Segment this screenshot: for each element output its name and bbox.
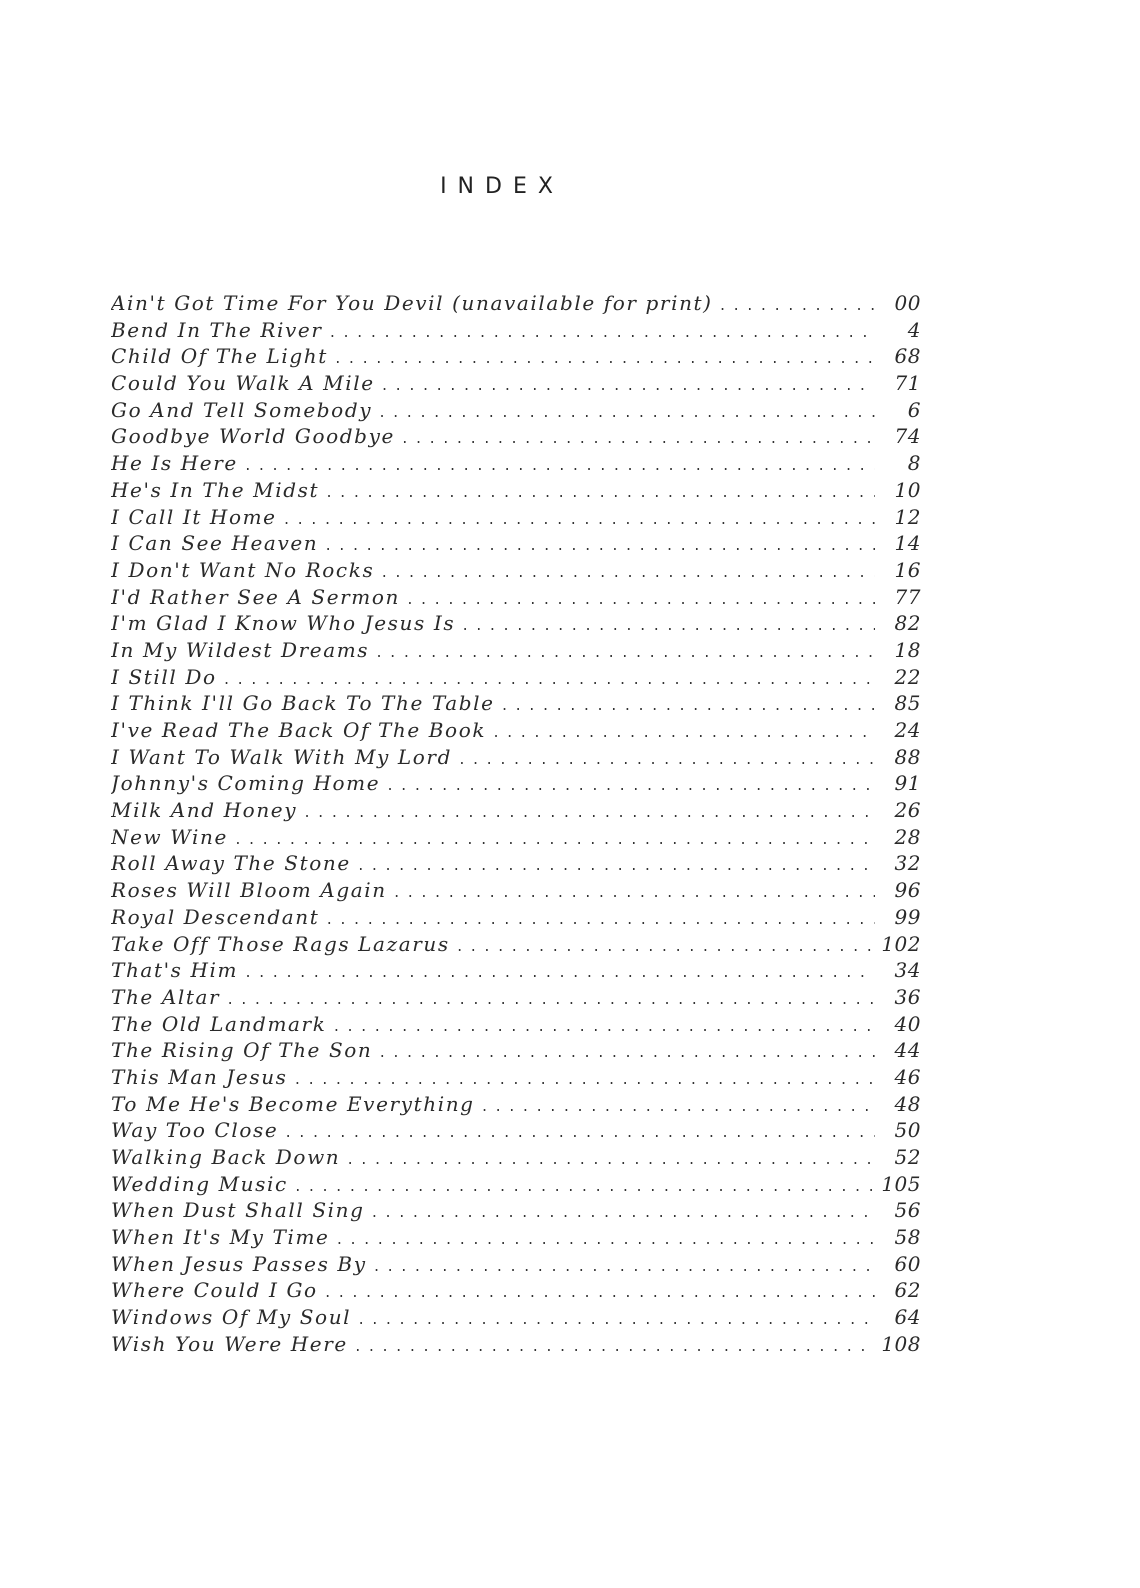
dot-leader xyxy=(461,614,875,637)
entry-title: He Is Here xyxy=(111,451,238,476)
index-entry xyxy=(111,1037,921,1064)
entry-title: Way Too Close xyxy=(111,1118,279,1143)
entry-page-number: 16 xyxy=(894,557,921,582)
index-entry xyxy=(111,450,921,477)
entry-page-number: 48 xyxy=(894,1091,921,1116)
dot-leader xyxy=(357,1308,875,1331)
entry-title: Wish You Were Here xyxy=(111,1331,348,1356)
index-list xyxy=(111,290,921,1358)
entry-title: I Think I'll Go Back To The Table xyxy=(111,691,495,716)
dot-leader xyxy=(406,588,875,611)
dot-leader xyxy=(334,347,875,370)
dot-leader xyxy=(346,1148,875,1171)
dot-leader xyxy=(303,801,875,824)
dot-leader xyxy=(719,294,875,317)
index-entry xyxy=(111,850,921,877)
entry-title: Where Could I Go xyxy=(111,1278,318,1303)
entry-page-number: 32 xyxy=(894,851,921,876)
index-entry xyxy=(111,343,921,370)
index-entry xyxy=(111,1091,921,1118)
entry-title: Ain't Got Time For You Devil (unavailable for print) xyxy=(111,291,713,315)
dot-leader xyxy=(283,508,875,531)
entry-page-number: 34 xyxy=(894,958,921,983)
entry-page-number: 71 xyxy=(894,371,921,396)
index-entry xyxy=(111,1171,921,1198)
entry-title: Goodbye World Goodbye xyxy=(111,424,395,449)
index-entry xyxy=(111,504,921,531)
entry-page-number: 44 xyxy=(894,1038,921,1063)
entry-page-number: 108 xyxy=(881,1331,921,1356)
entry-page-number: 96 xyxy=(894,878,921,903)
dot-leader xyxy=(401,427,875,450)
index-entry xyxy=(111,1197,921,1224)
dot-leader xyxy=(481,1095,875,1118)
entry-title: Wedding Music xyxy=(111,1171,288,1196)
dot-leader xyxy=(244,454,875,477)
entry-page-number: 36 xyxy=(894,984,921,1009)
dot-leader xyxy=(386,774,875,797)
dot-leader xyxy=(501,694,875,717)
entry-page-number: 24 xyxy=(894,718,921,742)
index-entry xyxy=(111,1144,921,1171)
entry-page-number: 91 xyxy=(894,771,921,796)
index-entry xyxy=(111,1224,921,1251)
entry-page-number: 58 xyxy=(894,1225,921,1250)
index-entry xyxy=(111,797,921,824)
index-entry xyxy=(111,1304,921,1331)
dot-leader xyxy=(284,1121,875,1144)
entry-title: Could You Walk A Mile xyxy=(111,371,375,396)
entry-title: Royal Descendant xyxy=(111,904,320,929)
dot-leader xyxy=(393,881,875,904)
entry-title: When Jesus Passes By xyxy=(111,1251,367,1276)
dot-leader xyxy=(223,668,875,691)
dot-leader xyxy=(294,1175,875,1198)
entry-page-number: 4 xyxy=(907,317,921,342)
index-entry xyxy=(111,1251,921,1278)
entry-title: I Want To Walk With My Lord xyxy=(111,744,452,769)
entry-title: New Wine xyxy=(111,824,228,849)
entry-title: The Rising Of The Son xyxy=(111,1038,373,1063)
index-entry xyxy=(111,1011,921,1038)
index-entry xyxy=(111,584,921,611)
entry-title: Walking Back Down xyxy=(111,1145,341,1169)
index-entry xyxy=(111,557,921,584)
dot-leader xyxy=(325,481,875,504)
entry-title: I Can See Heaven xyxy=(111,531,319,556)
entry-page-number: 64 xyxy=(894,1305,921,1330)
entry-title: The Old Landmark xyxy=(111,1011,327,1036)
entry-title: Take Off Those Rags Lazarus xyxy=(111,931,450,956)
entry-title: Milk And Honey xyxy=(111,798,298,823)
index-entry xyxy=(111,877,921,904)
index-entry xyxy=(111,423,921,450)
entry-page-number: 46 xyxy=(894,1064,921,1089)
dot-leader xyxy=(244,961,875,984)
entry-page-number: 60 xyxy=(894,1251,921,1276)
entry-page-number: 85 xyxy=(894,691,921,716)
dot-leader xyxy=(354,1335,875,1358)
dot-leader xyxy=(380,561,875,584)
index-entry xyxy=(111,690,921,717)
entry-title: This Man Jesus xyxy=(111,1064,288,1089)
dot-leader xyxy=(324,1281,875,1304)
index-entry xyxy=(111,317,921,344)
entry-title: I Don't Want No Rocks xyxy=(111,557,375,582)
dot-leader xyxy=(325,908,875,931)
entry-title: Roll Away The Stone xyxy=(111,851,351,876)
entry-title: I'm Glad I Know Who Jesus Is xyxy=(111,611,456,636)
dot-leader xyxy=(332,1015,875,1038)
dot-leader xyxy=(335,1228,875,1251)
page-title: INDEX xyxy=(440,174,564,199)
entry-page-number: 14 xyxy=(894,531,921,556)
entry-title: Roses Will Bloom Again xyxy=(111,878,387,903)
dot-leader xyxy=(492,721,875,744)
index-entry xyxy=(111,770,921,797)
dot-leader xyxy=(458,748,875,771)
entry-page-number: 28 xyxy=(894,824,921,849)
entry-page-number: 68 xyxy=(894,344,921,369)
entry-title: Windows Of My Soul xyxy=(111,1305,352,1330)
entry-title: To Me He's Become Everything xyxy=(111,1091,475,1116)
entry-page-number: 40 xyxy=(894,1011,921,1036)
dot-leader xyxy=(378,401,875,424)
entry-page-number: 10 xyxy=(894,477,921,502)
index-entry xyxy=(111,904,921,931)
dot-leader xyxy=(328,321,875,344)
entry-page-number: 88 xyxy=(894,744,921,769)
entry-page-number: 18 xyxy=(894,637,921,662)
index-entry xyxy=(111,931,921,958)
entry-page-number: 105 xyxy=(881,1171,921,1196)
index-entry xyxy=(111,530,921,557)
entry-title: Bend In The River xyxy=(111,317,323,342)
index-entry xyxy=(111,290,921,317)
entry-page-number: 26 xyxy=(894,798,921,823)
entry-page-number: 62 xyxy=(894,1278,921,1303)
entry-page-number: 99 xyxy=(894,904,921,929)
dot-leader xyxy=(456,935,875,958)
entry-title: When It's My Time xyxy=(111,1225,330,1250)
entry-title: I Call It Home xyxy=(111,504,277,529)
entry-title: When Dust Shall Sing xyxy=(111,1198,365,1223)
entry-title: Child Of The Light xyxy=(111,344,328,369)
entry-title: In My Wildest Dreams xyxy=(111,637,370,662)
dot-leader xyxy=(373,1255,875,1278)
entry-page-number: 00 xyxy=(894,291,921,315)
index-entry xyxy=(111,637,921,664)
dot-leader xyxy=(381,374,875,397)
entry-page-number: 74 xyxy=(894,424,921,449)
entry-title: The Altar xyxy=(111,984,221,1009)
entry-page-number: 102 xyxy=(881,931,921,956)
dot-leader xyxy=(294,1068,875,1091)
entry-page-number: 82 xyxy=(894,611,921,636)
index-entry xyxy=(111,1117,921,1144)
index-entry xyxy=(111,1331,921,1358)
entry-page-number: 50 xyxy=(894,1118,921,1143)
index-entry xyxy=(111,957,921,984)
entry-title: I've Read The Back Of The Book xyxy=(111,718,487,742)
dot-leader xyxy=(378,1041,875,1064)
dot-leader xyxy=(371,1201,875,1224)
dot-leader xyxy=(234,828,875,851)
entry-page-number: 77 xyxy=(894,584,921,609)
entry-title: Go And Tell Somebody xyxy=(111,397,373,422)
entry-title: I'd Rather See A Sermon xyxy=(111,584,400,609)
dot-leader xyxy=(226,988,875,1011)
dot-leader xyxy=(357,854,875,877)
index-entry xyxy=(111,717,921,744)
entry-page-number: 56 xyxy=(894,1198,921,1223)
index-entry xyxy=(111,984,921,1011)
index-entry xyxy=(111,397,921,424)
entry-page-number: 8 xyxy=(907,451,921,476)
entry-page-number: 22 xyxy=(894,664,921,689)
index-entry xyxy=(111,477,921,504)
dot-leader xyxy=(324,534,875,557)
entry-page-number: 12 xyxy=(894,504,921,529)
index-entry xyxy=(111,1277,921,1304)
entry-page-number: 52 xyxy=(894,1145,921,1169)
index-entry xyxy=(111,744,921,771)
index-entry xyxy=(111,824,921,851)
index-entry xyxy=(111,664,921,691)
entry-page-number: 6 xyxy=(907,397,921,422)
entry-title: Johnny's Coming Home xyxy=(111,771,381,796)
index-entry xyxy=(111,610,921,637)
dot-leader xyxy=(375,641,875,664)
entry-title: I Still Do xyxy=(111,664,217,689)
entry-title: That's Him xyxy=(111,958,239,983)
index-entry xyxy=(111,370,921,397)
entry-title: He's In The Midst xyxy=(111,477,320,502)
index-entry xyxy=(111,1064,921,1091)
